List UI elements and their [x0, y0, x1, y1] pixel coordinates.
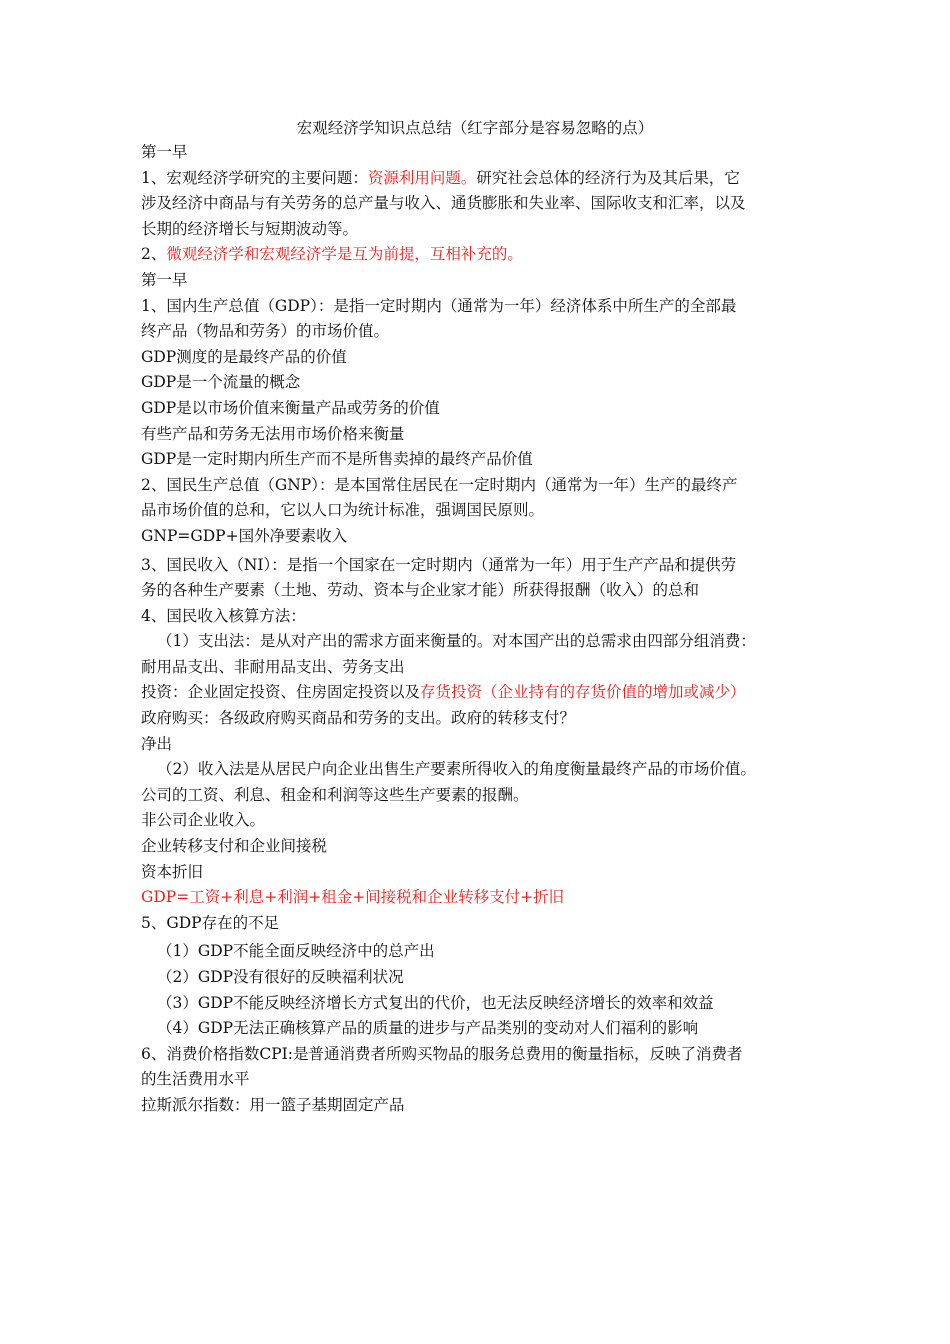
paragraph-line: 资本折旧	[141, 862, 204, 881]
paragraph-line: GDP是一个流量的概念	[141, 373, 301, 392]
document-body	[141, 140, 813, 1119]
paragraph-line: 终产品（物品和劳务）的市场价值。	[141, 322, 390, 341]
highlight-text: 资源利用问题。	[367, 168, 477, 187]
paragraph-line: 4、国民收入核算方法：	[141, 606, 306, 625]
paragraph-line: 政府购买：各级政府购买商品和劳务的支出。政府的转移支付？	[141, 709, 576, 728]
paragraph-line: 企业转移支付和企业间接税	[141, 837, 328, 856]
paragraph-line: 5、GDP存在的不足	[141, 913, 280, 932]
highlight-text: 微观经济学和宏观经济学是互为前提，互相补充的。	[166, 245, 523, 264]
paragraph-line: 务的各种生产要素（土地、劳动、资本与企业家才能）所获得报酬（收入）的总和	[141, 581, 700, 600]
list-item: （1）GDP不能全面反映经济中的总产出	[157, 942, 435, 961]
list-item: （4）GDP无法正确核算产品的质量的进步与产品类别的变动对人们福利的影响	[157, 1019, 699, 1038]
paragraph-line: （1）支出法：是从对产出的需求方面来衡量的。对本国产出的总需求由四部分组消费：	[157, 632, 756, 651]
paragraph-line: 耐用品支出、非耐用品支出、劳务支出	[141, 657, 405, 676]
paragraph-line: 2、国民生产总值（GNP）：是本国常住居民在一定时期内（通常为一年）生产的最终产	[141, 475, 738, 494]
highlight-text: 存货投资（企业持有的存货价值的增加或减少）	[420, 683, 746, 702]
paragraph-line: 涉及经济中商品与有关劳务的总产量与收入、通货膨胀和失业率、国际收支和汇率，以及	[141, 194, 746, 213]
paragraph-line	[141, 242, 813, 268]
formula-line: GDP=工资+利息+利润+租金+间接税和企业转移支付+折旧	[141, 888, 565, 907]
text-span: 2、	[141, 245, 167, 264]
paragraph-line: GDP测度的是最终产品的价值	[141, 347, 347, 366]
text-span: 1、宏观经济学研究的主要问题：	[141, 168, 368, 187]
document-title: 宏观经济学知识点总结（红字部分是容易忽略的点）	[296, 119, 654, 137]
paragraph-line: 公司的工资、利息、租金和利润等这些生产要素的报酬。	[141, 785, 529, 804]
paragraph-line: 拉斯派尔指数：用一篮子基期固定产品	[141, 1095, 405, 1114]
chapter-heading: 第一早	[141, 270, 188, 289]
chapter-heading: 第一早	[141, 143, 188, 161]
paragraph-line: 净出	[141, 734, 173, 753]
paragraph-line: （2）收入法是从居民户向企业出售生产要素所得收入的角度衡量最终产品的市场价值。	[157, 760, 756, 779]
paragraph-line: 的生活费用水平	[141, 1070, 250, 1089]
list-item: （3）GDP不能反映经济增长方式复出的代价，也无法反映经济增长的效率和效益	[157, 993, 714, 1012]
text-span: 研究社会总体的经济行为及其后果，它	[476, 168, 740, 187]
formula-line: GNP=GDP+国外净要素收入	[141, 526, 348, 545]
paragraph-line: GDP是以市场价值来衡量产品或劳务的价值	[141, 398, 440, 417]
list-item: （2）GDP没有很好的反映福利状况	[157, 968, 404, 986]
paragraph-line: 3、国民收入（NI）：是指一个国家在一定时期内（通常为一年）用于生产产品和提供劳	[141, 555, 737, 574]
paragraph-line: GDP是一定时期内所生产而不是所售卖掉的最终产品价值	[141, 450, 533, 469]
paragraph-line	[141, 166, 813, 192]
paragraph-line: 有些产品和劳务无法用市场价格来衡量	[141, 424, 405, 443]
paragraph-line: 品市场价值的总和，它以人口为统计标准，强调国民原则。	[141, 501, 545, 520]
text-span: 投资：企业固定投资、住房固定投资以及	[141, 683, 421, 702]
paragraph-line: 1、国内生产总值（GDP）：是指一定时期内（通常为一年）经济体系中所生产的全部最	[141, 296, 737, 315]
paragraph-line: 6、消费价格指数CPI:是普通消费者所购买物品的服务总费用的衡量指标，反映了消费者	[141, 1044, 743, 1063]
paragraph-line: 非公司企业收入。	[141, 811, 266, 830]
paragraph-line: 长期的经济增长与短期波动等。	[141, 219, 359, 238]
paragraph-line	[141, 680, 813, 706]
